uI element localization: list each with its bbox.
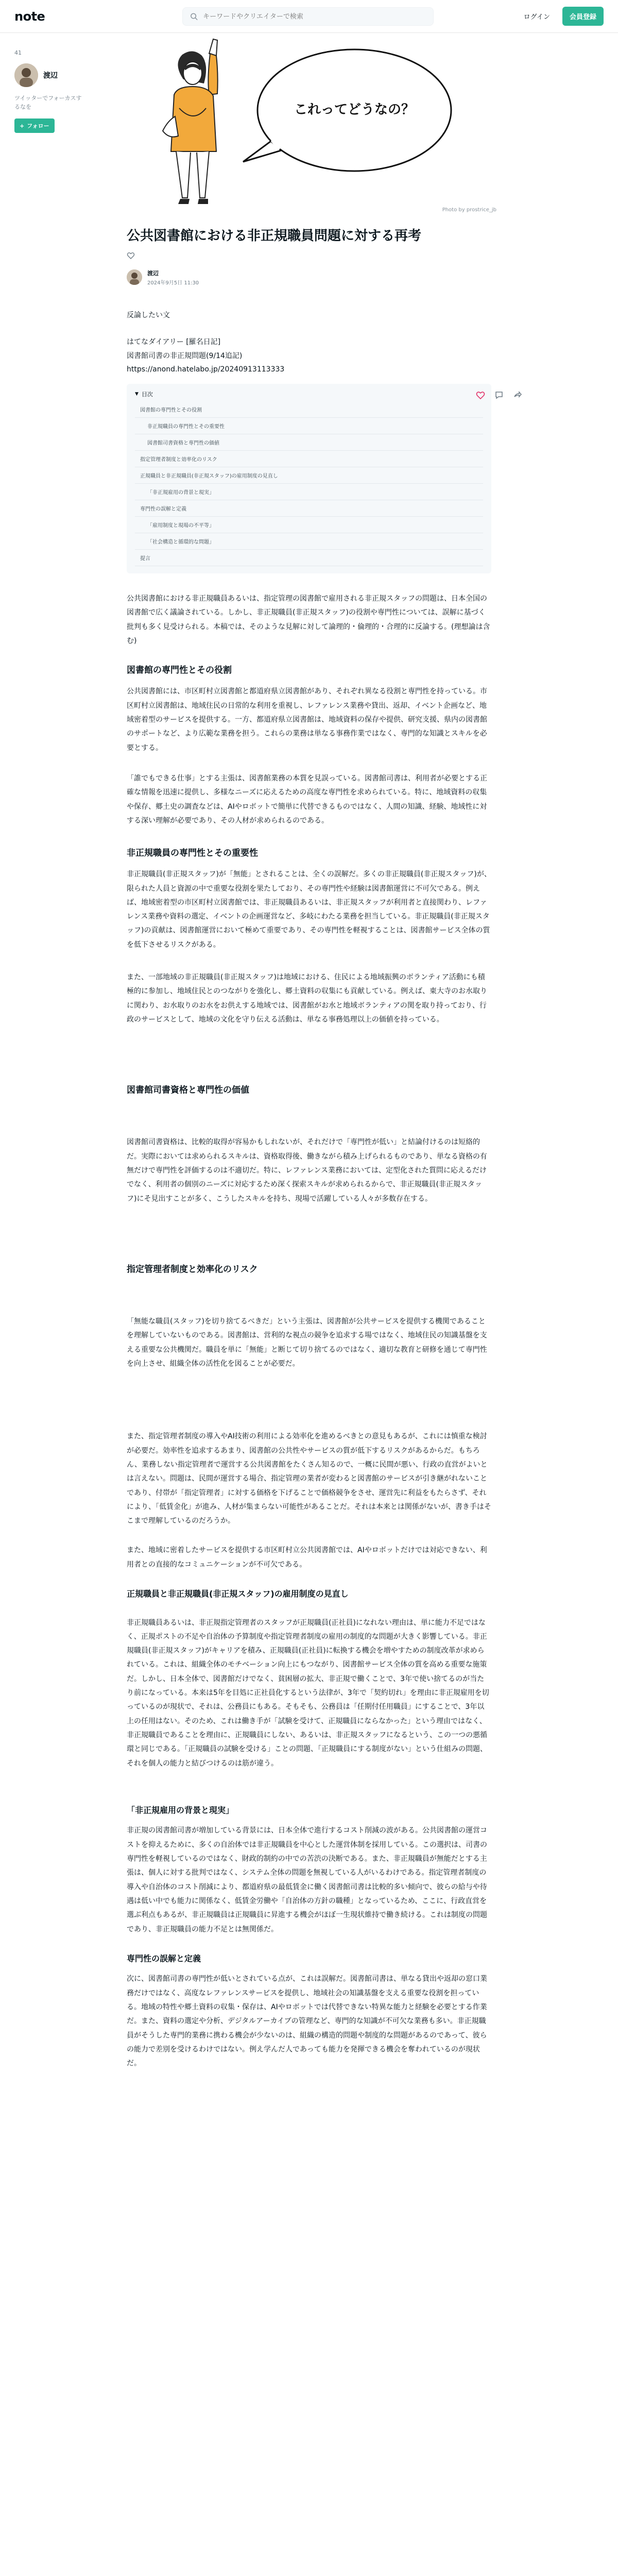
- publish-date: 2024年9月5日 11:30: [147, 280, 199, 286]
- search-box[interactable]: [182, 7, 434, 26]
- follow-button[interactable]: [14, 118, 55, 133]
- author-bio: ツイッターでフォーカスするなを: [14, 95, 82, 110]
- photo-credit: Photo by prostrice_jb: [442, 207, 496, 213]
- site-header: [0, 0, 618, 33]
- avatar-image: [14, 63, 38, 87]
- body-paragraph: 「無能な職員(スタッフ)を切り捨てるべきだ」という主張は、図書館が公共サービスを提供する機関であることを理解していないものである。図書館は、営利的な視点の競争を追求する場ではなく、地域住民の知識基盤を支える重要な公共機関だ。職員を単に「無能」と断じて切り捨てるのではなく、適切な教育と研修を通じて専門性を向上させ、組織全体の活性化を図ることが必要だ。: [127, 1317, 487, 1368]
- body-paragraph: 図書館司書資格は、比較的取得が容易かもしれないが、それだけで「専門性が低い」と結論付けるのは短絡的だ。実際においては求められるスキルは、資格取得後、働きながら積み上げられるものであり、単なる資格の有無だけで専門性を評価するのは不適切だ。特に、レファレンス業務においては、定型化された質問に応えるだけでなく、利用者の個別のニーズに対応するため深く探索スキルが求められるからで、非正規職員(非正規スタッフ)にそ見出すことが多く、こうしたスキルを持ち、現場で活躍している人々が多数存在する。: [127, 1138, 487, 1203]
- search-icon: [190, 12, 198, 21]
- follow-label: フォロー: [27, 123, 49, 129]
- section-heading: 「非正規雇用の背景と現実」: [127, 1805, 234, 1815]
- toc-item[interactable]: 図書館司書資格と専門性の価値: [135, 434, 483, 451]
- article-actions: [476, 391, 522, 400]
- signup-button[interactable]: 会員登録: [562, 7, 604, 26]
- login-button[interactable]: ログイン: [523, 13, 550, 21]
- chevron-down-icon: ▼: [135, 392, 139, 397]
- source-link[interactable]: https://anond.hatelabo.jp/20240913113333: [127, 365, 285, 374]
- heart-icon[interactable]: [127, 251, 135, 260]
- woman-illustration: [163, 39, 218, 204]
- intro-line: 図書館司書の非正規問題(9/14追記): [127, 351, 243, 360]
- search-input[interactable]: [203, 13, 426, 21]
- intro-lines: [127, 309, 491, 377]
- body-paragraph: また、一部地域の非正規職員(非正規スタッフ)は地域における、住民による地域振興のボランティア活動にも積極的に参加し、地域住民とのつながりを強化し、郷土資料の収集にも貢献している。例えば、東大寺のお水取りに関わり、お水取りのお水をお供えする地域では、図書館がお水と地域ボランティアの関を取り持っており、行政のサービスとして、地域の文化を守り伝える活動は、単なる事務処理以上の価値を持っている。: [127, 973, 487, 1024]
- table-of-contents: [127, 384, 491, 573]
- toc-item[interactable]: 正規職員と非正規職員(非正規スタッフ)の雇用制度の見直し: [135, 467, 483, 484]
- author-profile: [14, 49, 87, 133]
- article-title: 公共図書館における非正規職員問題に対する再考: [127, 228, 422, 244]
- avatar[interactable]: [14, 63, 38, 87]
- body-paragraph: 次に、図書館司書の専門性が低いとされている点が、これは誤解だ。図書館司書は、単なる貸出や返却の窓口業務だけではなく、高度なレファレンスサービスを提供し、地域社会の知識基盤を支える重要な役割を担っている。地域の特性や郷土資料の収集・保存は、AIやロボットでは代替できない特異な能力と経験を必要とする作業だ。また、資料の選定や分析、デジタルアーカイブの管理など、専門的な知識が不可欠な業務も多い。非正規職員がそうした専門的業務に携わる機会が少ないのは、組織の構造的問題や制度的な問題があるのであって、彼らの能力で差別を受けるわけではない。例え学んだ人であっても能力を発揮できる機会を奪われているのが現状だ。: [127, 1975, 487, 2068]
- article: [127, 227, 491, 2071]
- toc-item[interactable]: 指定管理者制度と効率化のリスク: [135, 451, 483, 467]
- person-plus-icon: +: [20, 122, 25, 129]
- author-avatar-image: [127, 269, 142, 285]
- intro-line: はてなダイアリー [羅名日記]: [127, 338, 221, 347]
- article-author-name[interactable]: 渡辺: [147, 269, 159, 277]
- hero-image: [122, 33, 496, 217]
- comment-icon[interactable]: [494, 391, 504, 400]
- toc-item[interactable]: 提言: [135, 550, 483, 566]
- body-paragraph: 非正規職員(非正規スタッフ)が「無能」とされることは、全くの誤解だ。多くの非正規職員(非正規スタッフ)が、限られた人員と資源の中で重要な役割を果たしており、その専門性や経験は図書館運営に不可欠である。例えば、地域密着型の市区町村立図書館では、非正規職員あるいは、非正規スタッフが利用者と直接関わり、レファレンス業務や資料の選定、イベントの企画運営など、多岐にわたる業務を担当している。非正規職員(非正規スタッフ)の貢献は、図書館運営において極めて重要であり、その専門性を軽視することは、図書館サービス全体の質を低下させるリスクがある。: [127, 870, 491, 949]
- toc-label: 目次: [141, 391, 153, 398]
- header-actions: [519, 7, 604, 26]
- body-paragraph: 非正規職員あるいは、非正規指定管理者のスタッフが正規職員(正社員)になれない理由は、単に能力不足ではなく、正規ポストの不足や自治体の予算制度や指定管理者制度の雇用の制度的な問題が大きく影響している。非正規職員(非正規スタッフ)がキャリアを積み、正規職員(正社員)に転換する機会を増やすための制度改革が求められている。これは、組織全体のモチベーション向上にもつながり、図書館サービス全体の質を高める重要な施策だ。しかし、日本全体で、図書館だけでなく、貧困層の拡大、非正規で働くことで、3年で使い捨てるのが当たり前になっている。本来は5年を目処に正社員化するという法律が、3年で「契約切れ」を理由に非正規雇用を切っているのが現状で、それは、公務員にもある。そもそも、公務員は「任期付任用職員」にすることで、3年以上の任用はない。そのため、これは働き手が「試験を受けて、正規職員にならなかった」という理由ではなく、非正規職員であることを理由に、正規職員にしない、あるいは、非正規スタッフになるという、この一つの悪循環と同じである。「正規職員の試験を受ける」ことの問題、「正規職員にする制度がない」という仕組みの問題、それを個人の能力と結びつけるのは筋が違う。: [127, 1618, 489, 1768]
- body-paragraph: また、地域に密着したサービスを提供する市区町村立公共図書館では、AIやロボットだけでは対応できない、利用者との直接的なコミュニケーションが不可欠である。: [127, 1546, 487, 1569]
- toc-item[interactable]: 「非正規雇用の背景と現実」: [135, 484, 483, 500]
- toc-item[interactable]: 非正規職員の専門性とその重要性: [135, 418, 483, 434]
- body-paragraph: 公共図書館には、市区町村立図書館と都道府県立図書館があり、それぞれ異なる役割と専門性を持っている。市区町村立図書館は、地域住民の日常的な利用を重視し、レファレンス業務や貸出、返却、イベント企画など、地域密着型のサービスを提供する。一方、都道府県立図書館は、地域資料の保存や提供、研究支援、県内の図書館のサポートなど、より広範な業務を担う。これらの業務は単なる事務作業ではなく、専門的な知識とスキルを必要とする。: [127, 687, 487, 752]
- body-paragraph: 「誰でもできる仕事」とする主張は、図書館業務の本質を見誤っている。図書館司書は、利用者が必要とする正確な情報を迅速に提供し、多様なニーズに応えるための高度な専門性を求められている。特に、地域資料の収集や保存、郷土史の調査などは、AIやロボットで簡単に代替できるものではなく、人間の知識、経験、地域性に対する深い理解が必要であり、その人材が求められるのである。: [127, 774, 487, 825]
- section-heading: 専門性の誤解と定義: [127, 1953, 201, 1963]
- section-heading: 非正規職員の専門性とその重要性: [127, 848, 258, 859]
- intro-paragraph: 公共図書館における非正規職員あるいは、指定管理の図書館で雇用される非正規スタッフの問題は、日本全国の図書館で広く議論されている。しかし、非正規職員(非正規スタッフ)の役割や専門性については、誤解に基づく批判も多く見受けられる。本稿では、そのような見解に対して論理的・倫理的・合理的に反論する。(理想論は含む): [127, 595, 490, 645]
- author-name[interactable]: 渡辺: [43, 72, 58, 80]
- toc-item[interactable]: 専門性の誤解と定義: [135, 500, 483, 517]
- intro-line: 反論したい文: [127, 311, 170, 319]
- toc-item[interactable]: 「雇用制度と現場の不平等」: [135, 517, 483, 533]
- author-row: [127, 269, 491, 286]
- hero-illustration: [122, 33, 496, 217]
- toc-item[interactable]: 図書館の専門性とその役割: [135, 401, 483, 418]
- toc-header[interactable]: [135, 390, 483, 398]
- author-avatar[interactable]: [127, 269, 142, 285]
- section-heading: 図書館の専門性とその役割: [127, 665, 232, 676]
- share-icon[interactable]: [513, 391, 522, 400]
- toc-item[interactable]: 「社会構造と循環的な問題」: [135, 533, 483, 550]
- follower-count: 41: [14, 49, 22, 56]
- section-heading: 正規職員と非正規職員(非正規スタッフ)の雇用制度の見直し: [127, 1588, 349, 1599]
- heart-icon[interactable]: [476, 391, 485, 400]
- body-paragraph: また、指定管理者制度の導入やAI技術の利用による効率化を進めるべきとの意見もあるが、これには慎重な検討が必要だ。効率性を追求するあまり、図書館の公共性やサービスの質が低下するリスクがあるからだ。もちろん、業務しない指定管理者で運営する公共図書館をたくさん知るので、一概に民間が悪い、行政の直営がよいとは言えない。問題は、民間が運営する場合、指定管理の業者が変わると図書館のサービスが引き継がれないことであり、付帯が「指定管理者」に対する価格を下げることで価格競争をさせ、運営先に利益をもたらさず、それにより、「低賃金化」が進み、人材が集まらない可能性があることだ。それは本来とは関係がないが、書き手はそこまで理解しているのだろうか。: [127, 1432, 491, 1526]
- section-heading: 指定管理者制度と効率化のリスク: [127, 1264, 258, 1275]
- section-heading: 図書館司書資格と専門性の価値: [127, 1085, 249, 1096]
- note-logo[interactable]: note: [14, 9, 45, 24]
- speech-text: これってどうなの？: [294, 102, 415, 117]
- body-paragraph: 非正規の図書館司書が増加している背景には、日本全体で進行するコスト削減の波がある。公共図書館の運営コストを抑えるために、多くの自治体では非正規職員を中心とした運営体制を採用している。この選択は、司書の専門性を軽視しているのではなく、財政的制約の中での苦渋の決断である。また、非正規職員が無能だとする主張は、個人に対する批判ではなく、システム全体の問題を無視している人がいるわけである。指定管理者制度の導入や自治体のコスト削減により、都道府県の最低賃金に働く図書館司書は比較的多い傾向で、彼らの給与や待遇は低い中でも能力に関係なく、低賃金労働や「自治体の方針の職種」となっているため、ここに、行政直営を選ぶ利点もあるが、非正規職員は正規職員に昇進する機会がほぼ一生現状維持で働き続ける。これは制度の問題であり、非正規職員の能力不足とは無関係だ。: [127, 1826, 487, 1934]
